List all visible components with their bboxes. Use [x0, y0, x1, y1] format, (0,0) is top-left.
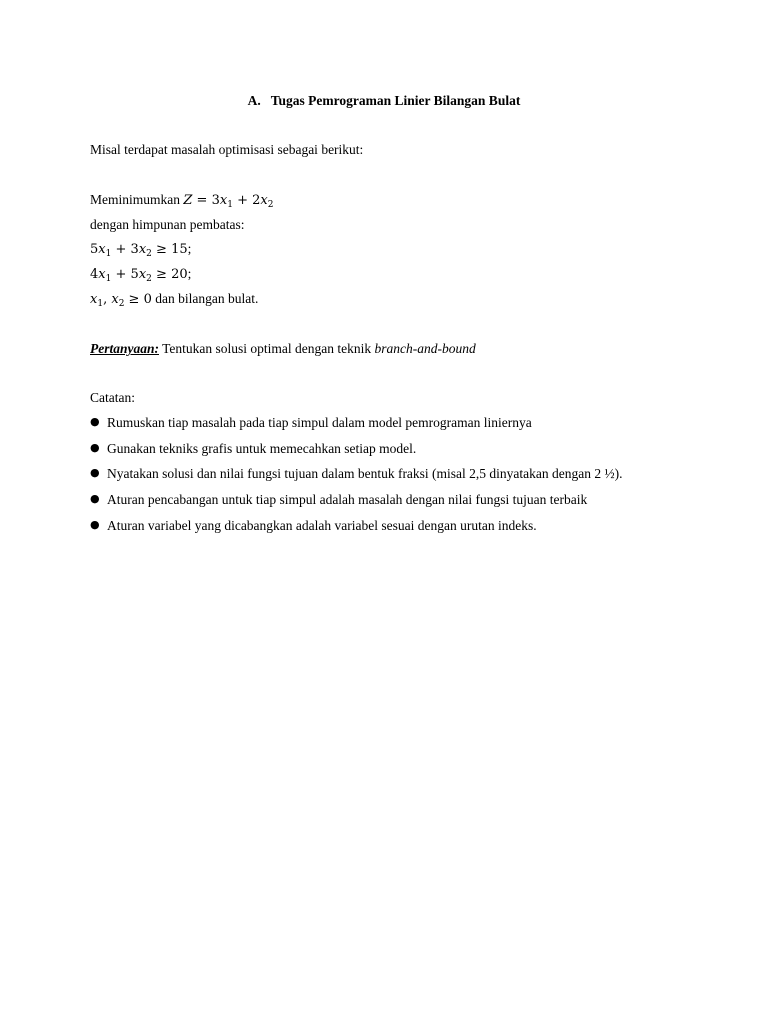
- question: [90, 342, 476, 356]
- constraint-2: $4x_1 + 5x_2 \ge 20$;: [90, 266, 192, 284]
- bullet-icon: ●: [90, 518, 100, 531]
- constraint-1: $5x_1 + 3x_2 \ge 15$;: [90, 241, 192, 259]
- objective-prefix: Meminimumkan: [90, 192, 184, 207]
- objective-line: [90, 192, 274, 210]
- bullet-icon: ●: [90, 441, 100, 454]
- nonnegativity-constraint: $x_1$, $x_2 \ge 0$ dan bilangan bulat.: [90, 291, 259, 309]
- section-heading-label: A.: [247, 93, 261, 108]
- question-label: Pertanyaan:: [90, 341, 159, 356]
- question-emphasis: branch-and-bound: [374, 341, 476, 356]
- section-heading: [0, 94, 768, 108]
- bullet-icon: ●: [90, 466, 100, 479]
- document-page: A. Tugas Pemrograman Linier Bilangan Bulat Misal terdapat masalah optimisasi sebagai berikut: Meminimumkan $Z = 3x_1 + 2x_2$ dengan himpunan pembatas: $5x_1 + 3x_2 \ge 15$; $4x_1 + 5x_2 \ge 20$; $x_1$, $x_2 \ge 0$ dan bilangan bulat. Pertanyaan: Tentukan solusi optimal dengan teknik branch-and-bound Catatan: ● Rumuskan tiap masalah pada tiap simpul dalam model pemrograman liniernya ● Gunakan tekniks grafis untuk memecahkan setiap model. ● Nyatakan solusi dan nilai fungsi tujuan dalam bentuk fraksi (misal 2,5 dinyatakan dengan 2 ½). ● Aturan pencabangan untuk tiap simpul adalah masalah dengan nilai fungsi tujuan terbaik ● Aturan variabel yang dicabangkan adalah variabel sesuai dengan urutan indeks.: [0, 0, 768, 1024]
- bullet-icon: ●: [90, 492, 100, 505]
- notes-title: Catatan:: [90, 390, 135, 405]
- question-text: Tentukan solusi optimal dengan teknik: [159, 341, 375, 356]
- objective-formula: $Z = 3x_1 + 2x_2$: [183, 193, 274, 210]
- intro-text: Misal terdapat masalah optimisasi sebagai berikut:: [90, 142, 364, 157]
- section-heading-text: Tugas Pemrograman Linier Bilangan Bulat: [270, 93, 521, 108]
- constraint-intro: dengan himpunan pembatas:: [90, 217, 245, 232]
- bullet-icon: ●: [90, 415, 100, 428]
